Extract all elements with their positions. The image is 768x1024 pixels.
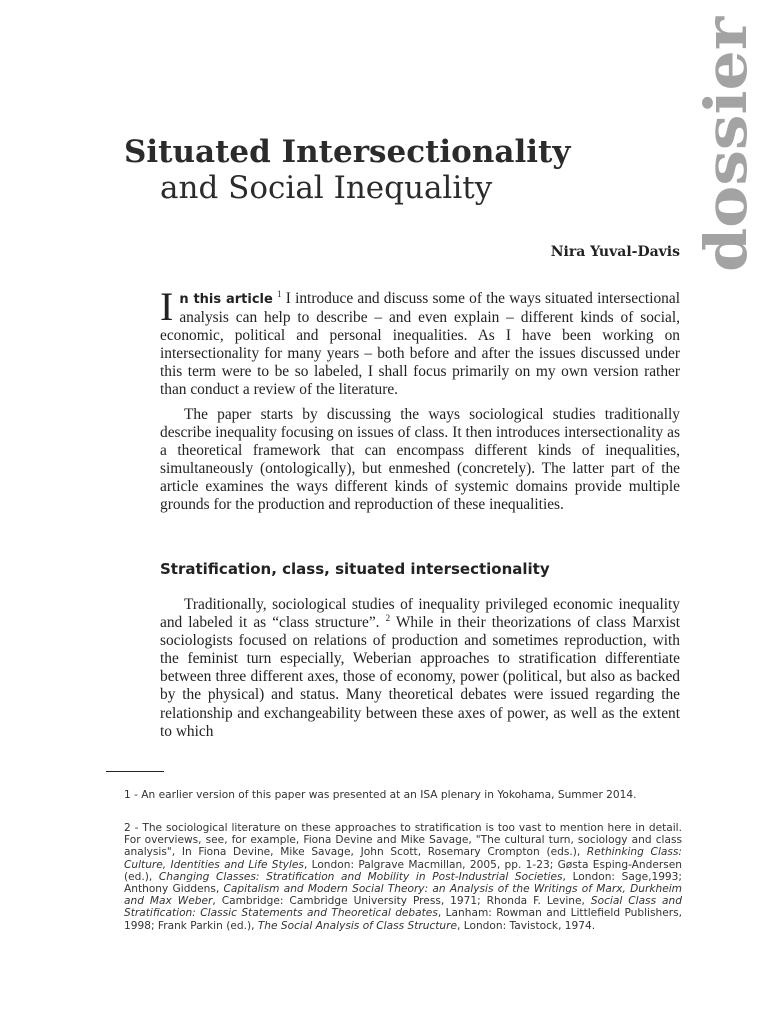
footnote-1: 1 - An earlier version of this paper was presented at an ISA plenary in Yokohama, Summer 2014. xyxy=(124,789,637,801)
title-line-1: Situated Intersectionality xyxy=(124,134,571,170)
paragraph-3-start: Traditionally, sociological studies of inequality privileged economic inequality and labeled it as “class structure”. xyxy=(160,596,680,632)
footnote-2-text: , London: Tavistock, 1974. xyxy=(457,919,596,932)
footnote-2-text: 2 - The sociological literature on these approaches to stratification is too vast to mention here in detail. For overviews, see, for example, Fiona Devine and Mike Savage, "The cultural turn, sociology and class analysis", In Fiona Devine, Mike Savage, John Scott, Rosemary Crompton (eds.), xyxy=(124,822,682,859)
side-label-text: dossier xyxy=(692,37,760,272)
intro-paragraph xyxy=(160,284,680,400)
footnote-ref-1[interactable]: 1 xyxy=(277,288,282,299)
footnote-2-title: Changing Classes: Stratification and Mobility in Post-Industrial Societies xyxy=(158,870,563,883)
footnote-divider xyxy=(106,771,164,772)
footnote-2-title: The Social Analysis of Class Structure xyxy=(257,919,458,932)
footnote-2-title: Social Class and Stratification: Classic Statements and Theoretical debates xyxy=(124,895,682,920)
paragraph-3-rest: While in their theorizations of class Marxist sociologists focused on relations of production and sometimes reproduction, with the feminist turn especially, Weberian approaches to stratification differentiate between three different axes, those of economy, power (political, but also as backed by the physical) and status. Many theoretical debates were issued regarding the relationship and exchangeability between these axes of power, as well as the extent to which xyxy=(160,614,680,740)
footnote-ref-2[interactable]: 2 xyxy=(385,612,391,623)
footnote-2-text: , Lanham: Rowman and Littlefield Publishers, 1998; Frank Parkin (ed.), xyxy=(124,907,682,932)
intro-text: I introduce and discuss some of the ways situated intersectional analysis can help to describe – and even explain – different kinds of social, economic, political and personal inequalities. As I have been working on intersectionality for many years – both before and after the issues discussed under this term were to be so labeled, I shall focus primarily on my own version rather than conduct a review of the literature. xyxy=(160,290,680,399)
drop-cap: I xyxy=(160,284,174,329)
footnote-2-text: , Cambridge: Cambridge University Press, 1971; Rhonda F. Levine, xyxy=(212,895,591,908)
paragraph-3 xyxy=(160,596,680,741)
footnote-2-text: , London: Sage,1993; Anthony Giddens, xyxy=(124,870,682,896)
section-heading: Stratification, class, situated intersectionality xyxy=(160,560,550,578)
footnote-2-title: Rethinking Class: Culture, Identities and Life Styles xyxy=(124,846,682,871)
side-label-dossier xyxy=(692,10,760,280)
footnote-2-text: , London: Palgrave Macmillan, 2005, pp. 1-23; Gøsta Esping-Andersen (ed.), xyxy=(124,858,682,883)
title-line-2: and Social Inequality xyxy=(160,170,493,206)
paragraph-2: The paper starts by discussing the ways sociological studies traditionally describe inequality focusing on issues of class. It then introduces intersectionality as a theoretical framework that can encompass different kinds of inequalities, simultaneously (ontologically), but enmeshed (concretely). The latter part of the article examines the ways different kinds of systemic domains provide multiple grounds for the production and reproduction of these inequalities. xyxy=(160,406,680,514)
article-title xyxy=(124,134,570,206)
author-name: Nira Yuval-Davis xyxy=(550,244,680,260)
footnote-2 xyxy=(124,822,682,932)
lead-in: n this article xyxy=(179,292,273,307)
footnote-2-title: Capitalism and Modern Social Theory: an Analysis of the Writings of Marx, Durkheim and Max Weber xyxy=(124,883,682,908)
